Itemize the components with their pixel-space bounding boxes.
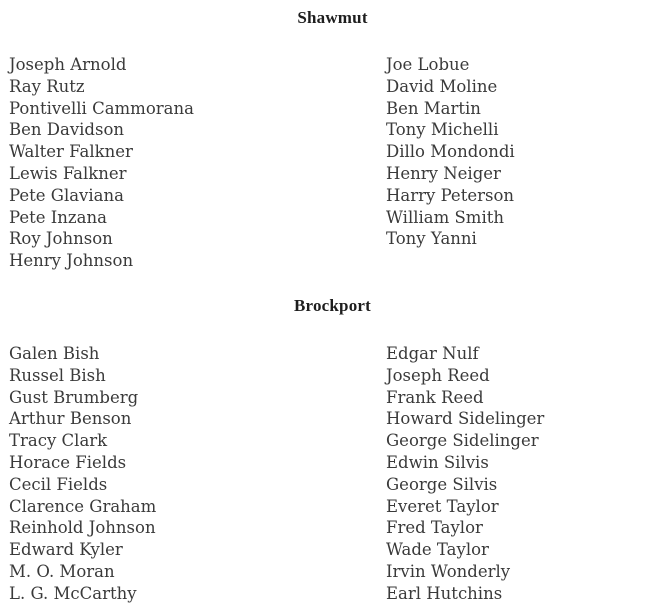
name-entry: Clarence Graham — [9, 496, 157, 516]
name-entry: Earl Hutchins — [386, 583, 503, 603]
name-entry: Pontivelli Cammorana — [9, 98, 194, 118]
name-entry: Irvin Wonderly — [386, 561, 511, 581]
name-entry: Pete Inzana — [9, 207, 107, 227]
name-entry: George Sidelinger — [386, 431, 539, 451]
name-entry: William Smith — [386, 207, 504, 227]
name-entry: Lewis Falkner — [9, 163, 127, 183]
name-entry: Galen Bish — [9, 344, 100, 363]
brockport-left-column — [9, 343, 156, 605]
name-entry: Tony Michelli — [386, 120, 499, 140]
name-entry: Wade Taylor — [386, 540, 489, 560]
name-entry: Joe Lobue — [386, 55, 470, 74]
name-entry: George Silvis — [386, 474, 498, 494]
name-entry: Tracy Clark — [9, 431, 108, 451]
name-entry: Walter Falkner — [9, 142, 133, 162]
name-entry: Joseph Arnold — [9, 55, 127, 74]
name-entry: Henry Johnson — [9, 251, 134, 271]
name-entry: Fred Taylor — [386, 518, 483, 538]
name-entry: Pete Glaviana — [9, 185, 124, 205]
name-entry: Ray Rutz — [9, 76, 85, 96]
name-entry: Ben Martin — [386, 98, 481, 118]
name-entry: Roy Johnson — [9, 229, 113, 249]
name-entry: Tony Yanni — [386, 229, 477, 249]
name-entry: Cecil Fields — [9, 474, 108, 494]
name-entry: Henry Neiger — [386, 163, 501, 183]
section-heading-shawmut: Shawmut — [297, 8, 368, 27]
section-heading-brockport: Brockport — [293, 296, 372, 315]
name-entry: Dillo Mondondi — [386, 142, 515, 162]
name-entry: Howard Sidelinger — [386, 409, 545, 429]
name-entry: Russel Bish — [9, 365, 106, 385]
shawmut-left-column — [9, 54, 194, 272]
name-entry: Edward Kyler — [9, 540, 123, 560]
name-entry: Joseph Reed — [386, 365, 490, 385]
brockport-right-column — [386, 343, 544, 605]
name-entry: Edgar Nulf — [386, 344, 479, 363]
name-entry: Horace Fields — [9, 452, 127, 472]
name-entry: David Moline — [386, 76, 498, 96]
name-entry: L. G. McCarthy — [9, 583, 137, 603]
name-entry: Harry Peterson — [386, 185, 515, 205]
name-entry: Ben Davidson — [9, 120, 125, 140]
name-entry: Arthur Benson — [9, 409, 132, 429]
name-entry: M. O. Moran — [9, 561, 115, 581]
name-entry: Everet Taylor — [386, 496, 499, 516]
name-entry: Reinhold Johnson — [9, 518, 156, 538]
name-entry: Gust Brumberg — [9, 387, 139, 407]
name-entry: Edwin Silvis — [386, 452, 489, 472]
shawmut-right-column — [386, 54, 515, 250]
name-entry: Frank Reed — [386, 387, 484, 407]
